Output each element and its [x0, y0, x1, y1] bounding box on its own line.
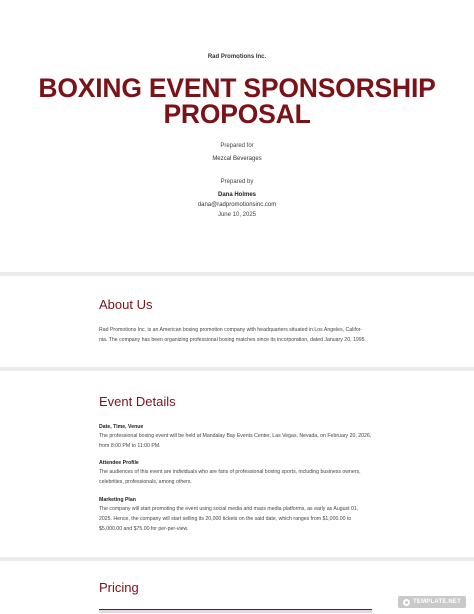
prepared-for-label: Prepared for [220, 143, 254, 149]
title-line-1: BOXING EVENT SPONSORSHIP [38, 73, 436, 103]
attendee-line-1: The audiences of this event are individuals who are fans of professional boxing sports, including business owners, [99, 469, 361, 475]
about-line-1: Rad Promotions Inc. is an American boxing promotion company with headquarters situated in Los Angeles, Califor- [99, 327, 363, 333]
date-line-2: from 8:00 PM to 11:00 PM. [99, 443, 161, 449]
marketing-plan-paragraph [99, 504, 377, 534]
attendee-profile-heading: Attendee Profile [99, 460, 139, 466]
marketing-line-1: The company will start promoting the event using social media and mass media platforms, as early as August 01, [99, 506, 359, 512]
event-details-heading: Event Details [99, 394, 176, 409]
cover-section [0, 0, 474, 272]
author-email: dana@radpromotionsinc.com [197, 202, 277, 208]
about-line-2: nia. The company has been organizing professional boxing matches since its incorporation, dated January 20, 1995. [99, 337, 366, 343]
document-title [0, 75, 474, 127]
author-name: Dana Holmes [217, 192, 256, 198]
document-date: June 10, 2025 [217, 212, 257, 218]
prepared-by-label: Prepared by [220, 179, 254, 185]
about-heading: About Us [99, 297, 153, 312]
pricing-heading: Pricing [99, 580, 139, 595]
marketing-line-3: $5,000.00 and $75.00 for per-per-view. [99, 526, 189, 532]
pricing-table-header [99, 609, 372, 613]
date-line-1: The professional boxing event will be held at Mandalay Bay Events Center, Las Vegas, Nevada, on February 20, 2026, [99, 433, 372, 439]
watermark-text: TEMPLATE.NET [413, 599, 461, 605]
marketing-line-2: 2025. Hence, the company will start selling its 20,000 tickets on the said date, which ranges from $1,000.00 to [99, 516, 352, 522]
date-time-venue-heading: Date, Time, Venue [99, 424, 144, 430]
marketing-plan-heading: Marketing Plan [99, 497, 136, 503]
watermark-badge [398, 596, 466, 608]
prepared-for-value: Mezcal Beverages [212, 156, 262, 162]
attendee-profile-paragraph [99, 467, 377, 487]
attendee-line-2: celebrities, professionals, among others. [99, 479, 192, 485]
about-paragraph [99, 325, 377, 345]
about-section [0, 276, 474, 367]
template-net-logo-icon [403, 599, 410, 606]
title-line-2: PROPOSAL [163, 99, 311, 129]
date-time-venue-paragraph [99, 431, 377, 451]
company-name: Rad Promotions Inc. [207, 54, 267, 60]
